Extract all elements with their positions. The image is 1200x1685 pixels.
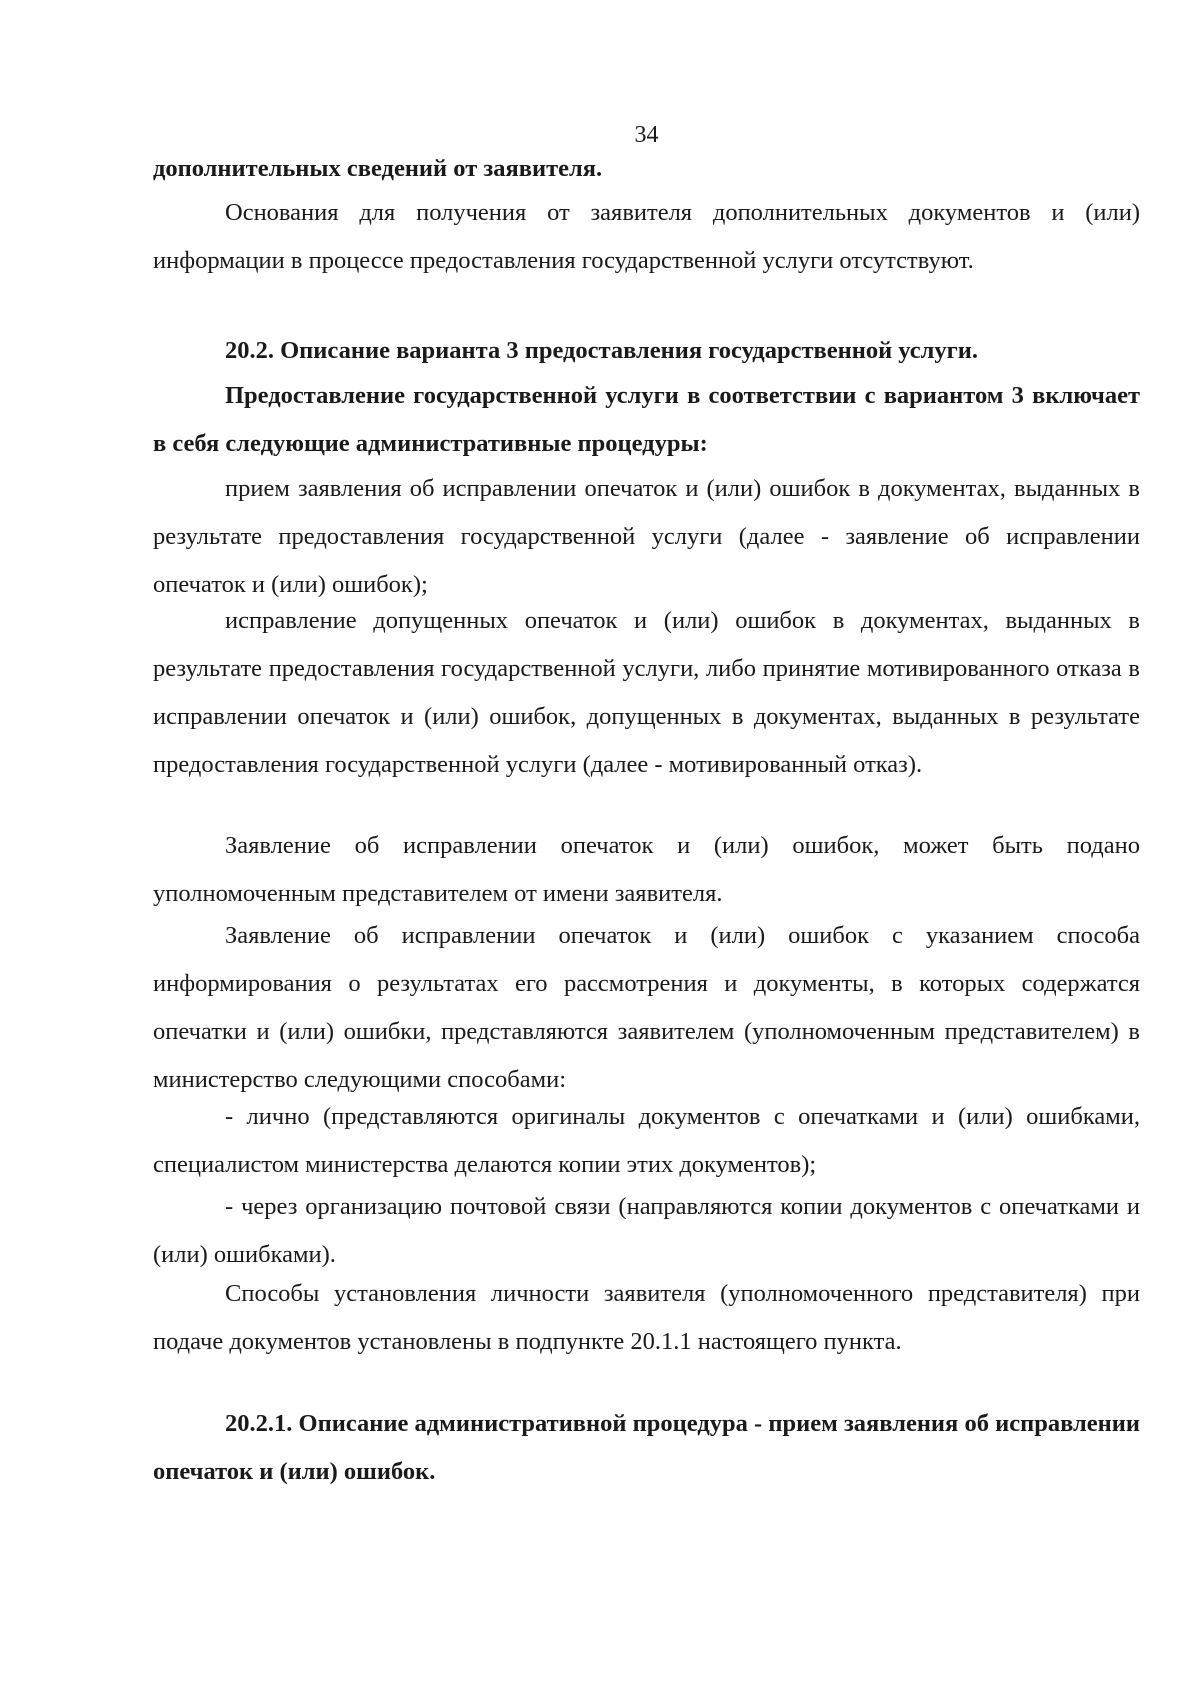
paragraph-grounds: Основания для получения от заявителя дополнительных документов и (или) информации в процессе предоставления государственной услуги отсутствуют. (153, 199, 1140, 274)
list-item-by-post: - через организацию почтовой связи (направляются копии документов с опечатками и (или) ошибками). (153, 1193, 1140, 1268)
section-heading-20-2-1: 20.2.1. Описание административной процедура - прием заявления об исправлении опечаток и (или) ошибок. (153, 1410, 1140, 1485)
section-heading-20-2: 20.2. Описание варианта 3 предоставления государственной услуги. (225, 337, 979, 364)
paragraph-continuation-heading: дополнительных сведений от заявителя. (153, 155, 603, 182)
document-page (153, 0, 1140, 1685)
list-item-in-person: - лично (представляются оригиналы документов с опечатками и (или) ошибками, специалистом министерства делаются копии этих документов); (153, 1103, 1140, 1178)
paragraph-procedure-correction: исправление допущенных опечаток и (или) ошибок в документах, выданных в результате предоставления государственной услуги, либо принятие мотивированного отказа в исправлении опечаток и (или) ошибок, допущенных в документах, выданных в результате предоставления государственной услуги (далее - мотивированный отказ). (153, 607, 1140, 778)
paragraph-submission-methods: Заявление об исправлении опечаток и (или) ошибок с указанием способа информирования о результатах его рассмотрения и документы, в которых содержатся опечатки и (или) ошибки, представляются заявителем (уполномоченным представителем) в министерство следующими способами: (153, 922, 1140, 1093)
paragraph-procedure-reception: прием заявления об исправлении опечаток и (или) ошибок в документах, выданных в результате предоставления государственной услуги (далее - заявление об исправлении опечаток и (или) ошибок); (153, 475, 1140, 598)
page-number: 34 (634, 122, 659, 148)
paragraph-representative: Заявление об исправлении опечаток и (или) ошибок, может быть подано уполномоченным представителем от имени заявителя. (153, 832, 1140, 907)
paragraph-procedures-intro: Предоставление государственной услуги в соответствии с вариантом 3 включает в себя следующие административные процедуры: (153, 382, 1140, 457)
paragraph-identity-methods: Способы установления личности заявителя (уполномоченного представителя) при подаче документов установлены в подпункте 20.1.1 настоящего пункта. (153, 1280, 1140, 1355)
